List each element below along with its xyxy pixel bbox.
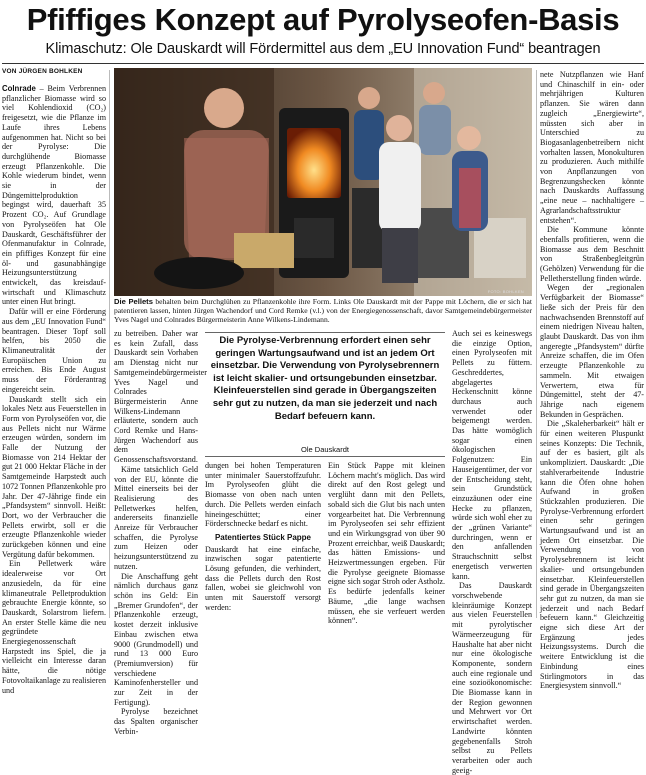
dateline: Colnrade xyxy=(2,84,36,93)
paragraph: Dauskardt hat eine einfache, inzwischen sogar patentierte Lösung gefunden, die verhindert, dass die Pellets durch den Rost fallen, wobei sie gleichwohl von unten mit Sauerstoff versorgt werden: xyxy=(205,544,321,612)
paragraph: Die „Skaleherbarkeit“ hält er für einen weiteren Pluspunkt seines Konzepts: Die Technik, auf der es basiert, gilt als unkompliziert. Dauskardt: „Die stahlverarbeitende Industrie kann die Öfen ohne hohen Aufwand in großen Stückzahlen produzieren. Die Pyrolyse-Verbrennung erfordert einen sehr geringen Wartungsaufwand und ist an jedem Ort einsetzbar. Die Verwendung von Pyrolysebrennern ist leicht skalier- und ortsungebunden einsetzbar. Kleinfeuerstellen sind gerade in Übergangszeiten sehr gut zu nutzen, da man sie jederzeit und nach Bedarf befeuern kann.“ Gleichzeitig eigne sich diese Art der Ergänzung jedes Heizungssystems. Durch die weitere Entwicklung ist die Einbindung eines Stirlingmotors in das Energiesystem sinnvoll.“ xyxy=(540,419,644,691)
caption-text: behalten beim Durchglühen zu Pflanzenkohle ihre Form. Links Ole Dauskardt mit der Pappe mit Löchern, die er sich hat patentieren lassen, hinten Jürgen Wachendorf und Cord Remke (v.l.) von der Energiegenossenschaft, davor Samtgemeindebürgermeister Yves Nagel und Colnrades Bürgermeisterin Anne Wilkens-Lindemann. xyxy=(114,297,532,324)
paragraph: Die Anschaffung geht nämlich durchaus ganz schön ins Geld: Ein „Bremer Grundofen“, der Pflanzenkohle erzeugt, kostet derzeit inklusive Einbau zwischen etwa 9000 (Grundmodell) und rund 13 000 Euro (Premiumversion) für verschiedene Kaminofenhersteller und zur Zeit in der Fertigung). xyxy=(114,571,198,707)
quote-rule-bottom xyxy=(205,456,445,457)
paragraph: Ein Pelletwerk wäre idealerweise vor Ort anzusiedeln, da für eine klimaneutrale Pelletproduktion gebrauchte Energie könnte, so Dauskardt, Solarstrom liefern. An erster Stelle käme die neu gegründete Energiegenossenschaft Harpstedt ins Spiel, die ja vielleicht ein Interesse daran hätte, die nötige Fotovoltaikanlage zu realisieren und xyxy=(2,559,106,695)
photo-caption xyxy=(114,297,532,324)
paragraph: zu betreiben. Daher war es kein Zufall, dass Dauskardt sein Vorhaben am Dienstag nicht nur Samtgemeindebürgermeister Yves Nagel und Colnrades Bürgermeisterin Anne Wilkens-Lindemann erläuterte, sondern auch Cord Remke und Hans-Jürgen Wachendorf aus dem Genossenschaftsvorstand. xyxy=(114,329,207,465)
paragraph: Käme tatsächlich Geld von der EU, könnte die Mittel einerseits bei der Realisierung des Pelletwerkes helfen, andererseits finanzielle Anreize für Verbraucher schaffen, die Pyrolyse zum Heizen oder heizungsunterstützend zu nutzen. xyxy=(114,464,198,571)
header-rule xyxy=(2,63,644,64)
headline: Pfiffiges Konzept auf Pyrolyseofen-Basis xyxy=(26,2,620,37)
article-column-3 xyxy=(205,461,321,620)
paragraph: Dauskardt stellt sich ein lokales Netz aus Feuerstellen in Form von Pyrolyseöfen vor, die aus Pellets nicht nur Wärme erzeugen würden, sondern im Falle der Nutzung der Biomasse von 214 Hektar der gut 21 000 Hektar Fläche in der Samtgemeinde Harpstedt auch 1072 Tonnen Pflanzenkohle pro Jahr. Der 47-Jährige finde ein „Pfandsystem“ sinnvoll. Heißt: Dort, wo der Verbraucher die Pellets erwirbt, soll er die erzeugte Pflanzenkohle wieder zurückgeben können und eine Vergütung dafür bekommen. xyxy=(2,394,106,559)
paragraph: nete Nutzpflanzen wie Hanf und Chinaschilf in ein- oder mehrjährigen Kulturen pflanzen. Sie wären dann zugleich „Energiewirte“, müssten sich aber in Unterschied zu Biogasanlagenbetreibern nicht vorhalten lassen, Monokulturen zu produzieren. Auch mithilfe von Anpflanzungen von Begrenzungshecken könnte nach Dauskardts Auffassung „eine neue – nachhaltigere – Agrarlandschaftsstruktur entstehen“. xyxy=(540,70,644,225)
subheadline: Klimaschutz: Ole Dauskardt will Fördermittel aus dem „EU Innovation Fund“ beantragen xyxy=(45,41,601,57)
byline: VON JÜRGEN BOHLKEN xyxy=(2,68,83,75)
paragraph: Wegen der „regionalen Verfügbarkeit der Biomasse“ ließe sich der Preis für den nachwachsenden Brennstoff auf einem niedrigen Niveau halten, glaubt Dauskardt. Das von ihm angeregte „Pfandsystem“ dürfte Anreize schaffen, die im Ofen erzeugte Pflanzenkohle zu sammeln. Mit etwaigen Verwertern, etwa für Düngemittel, steht der 47-Jährige nach eigenem Bekunden in Gesprächen. xyxy=(540,283,644,419)
photo-credit: FOTO: BOHLKEN xyxy=(487,289,524,294)
paragraph: Pyrolyse bezeichnet das Spalten organischer Verbin- xyxy=(114,707,198,736)
photo-illustration xyxy=(114,68,532,296)
pull-quote: Die Pyrolyse-Verbrennung erfordert einen sehr geringen Wartungsaufwand und ist an jedem Ort einsetzbar. Die Verwendung von Pyrolysebrennern ist leicht skalier- und ortsungebunden einsetzbar. Kleinfeuerstellen sind gerade in Übergangszeiten sehr gut zu nutzen, da man sie jederzeit und nach Bedarf befeuern kann. xyxy=(210,335,440,422)
quote-author: Ole Dauskardt xyxy=(301,445,349,454)
paragraph: Auch sei es keineswegs die einzige Option, einen Pyrolyseofen mit Pellets zu füttern. Geschreddertes, abgelagertes Heckenschnitt könne durchaus auch verwendet oder beigemengt werden. Das hätte womöglich sogar einen ökologischen Folgenutzen: Ein Hauseigentümer, der vor der Entscheidung steht, sein Grundstück einzuzäunen oder eine Hecke zu pflanzen, würde sich wohl eher zu der „grünen Variante“ durchringen, wenn er den anfallenden Strauchschnitt selbst energetisch verwerten kann. xyxy=(452,329,532,581)
paragraph: Dafür will er eine Förderung aus dem „EU Innovation Fund“ beantragen. Dieser Topf soll helfen, bis 2050 die Klimaneutralität der Europäischen Union zu erreichen. Bis Ende August muss der Förderantrag eingereicht sein. xyxy=(2,307,106,394)
paragraph: Ein Stück Pappe mit kleinen Löchern macht's möglich. Das wird direkt auf den Rost gelegt und verglüht dann mit den Pellets, sobald sich die Glut bis nach unten vorgearbeitet hat. Die Verbrennung im Pyrolyseofen sei sehr effizient und ein Wirkungsgrad von über 90 Prozent erreichbar, weiß Dauskardt; das hätten Emissions- und Heizwertmessungen ergeben. Für die Pyrolyse geeignete Biomasse eigne sich sogar Stroh oder Astholz. Es bedürfe jedenfalls keiner Bäume, „die lange wachsen müssen, ehe sie verfeuert werden können“. xyxy=(328,461,445,626)
section-subhead: Patentiertes Stück Pappe xyxy=(214,532,312,542)
paragraph: dungen bei hohen Temperaturen unter minimaler Sauerstoffzufuhr. Im Pyrolyseofen glüht die Biomasse von oben nach unten durch. Die Pellets werden einfach hineingeschüttet; einer Förderschnecke bedarf es nicht. xyxy=(205,461,321,529)
article-column-5 xyxy=(452,329,532,775)
paragraph: Die Kommune könnte ebenfalls profitieren, wenn die Biomasse aus dem Beschnitt von Straßenbegleitgrün (Gehölzen) Verwendung für die Pelletherstellung finden würde. xyxy=(540,225,644,283)
column-divider xyxy=(536,70,537,618)
article-photo xyxy=(114,68,532,296)
article-column-2 xyxy=(114,329,207,736)
article-column-6 xyxy=(540,70,644,691)
paragraph: Das Dauskardt vorschwebende kleinräumige Konzept aus vielen Feuerstellen mit pyrolytischer Wärmeerzeugung für Haushalte hat aber nicht nur eine ökologische Komponente, sondern auch eine regionale und eine sozioökonomische: Die Biomasse kann in der Region gewonnen und Mehrwert vor Ort erwirtschaftet werden. Landwirte könnten gegebenenfalls Stroh selbst zu Pellets verarbeiten oder auch geeig- xyxy=(452,581,532,775)
column-divider xyxy=(109,70,110,618)
paragraph: – Beim Verbrennen pflanzlicher Biomasse wird so viel Kohlendioxid (CO₂) freigesetzt, wie die Pflanze im Laufe ihres Lebens aufgenommen hat. Nicht so bei der Pyrolyse: Die durchglühende Biomasse erzeugt Pflanzenkohle. Die Kohle wiederum bindet, wenn sie in der Düngemittelproduktion begingst wird, dauerhaft 35 Prozent CO₂. Auf Grundlage von Pyrolyseöfen hat Ole Dauskardt, Geschäftsführer der Ofenmanufaktur in Colnrade, ein pfiffiges Konzept für eine öl- und gasunabhängige Heizungsunterstützung entwickelt, das kreisdaufwirtschaft und Klimaschutz unter einen Hut bringt. xyxy=(2,84,106,307)
caption-lead: Die Pellets xyxy=(114,297,153,306)
quote-rule-top xyxy=(205,332,445,333)
article-column-1 xyxy=(2,84,106,695)
article-column-4 xyxy=(328,461,445,626)
